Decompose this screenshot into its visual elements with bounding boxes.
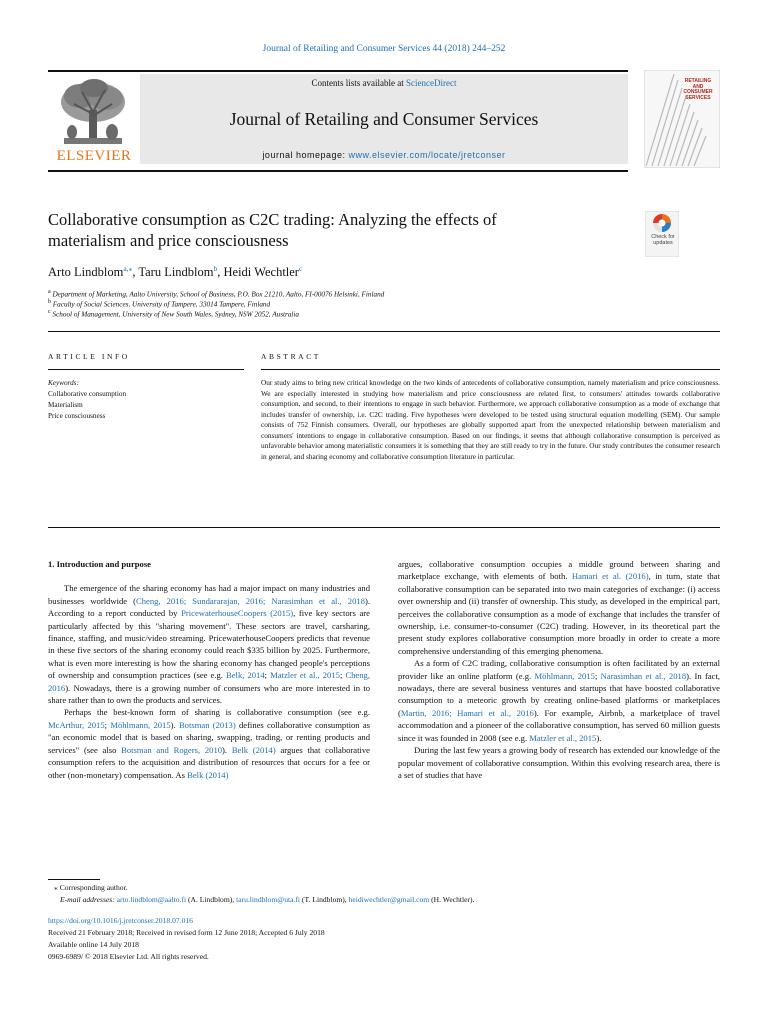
article-info-rule: [48, 369, 244, 370]
affiliation-marker: b: [48, 299, 51, 305]
homepage-link[interactable]: www.elsevier.com/locate/jretconser: [348, 150, 506, 160]
author-name: Arto Lindblom: [48, 265, 124, 280]
corresponding-author-note: ⁎ Corresponding author.: [54, 883, 128, 892]
abstract-rule: [261, 369, 720, 370]
elsevier-wordmark: ELSEVIER: [56, 148, 132, 164]
abstract-bottom-rule: [48, 527, 720, 528]
email-label: E-mail addresses:: [60, 895, 117, 904]
author-name: Heidi Wechtler: [223, 265, 299, 280]
citation-link[interactable]: Belk (2014): [187, 769, 229, 780]
journal-title: Journal of Retailing and Consumer Services: [229, 109, 539, 129]
journal-citation[interactable]: Journal of Retailing and Consumer Services 44 (2018) 244–252: [262, 44, 506, 54]
author-separator: ,: [217, 265, 224, 280]
author-name: Taru Lindblom: [138, 265, 214, 280]
check-for-updates-line-2: updates: [653, 240, 673, 246]
affiliation-text: Department of Marketing, Aalto University, School of Business, P.O. Box 21210, Aalto, FI-00076 Helsinki, Finland: [52, 290, 385, 299]
paragraph-text: , five key sectors are particularly affected by this "sharing movement". These sectors are travel, carsharing, finance, staffing, and music/video streaming. PricewaterhouseCoopers predicts that revenue in these five sectors of the sharing economy could reach $335 billion by 2025. Furthermore, what is even more interesting is how the sharing economy has changed people's perceptions of ownership and consumption practices (see e.g.: [48, 608, 370, 681]
citation-link[interactable]: McArthur, 2015: [48, 719, 105, 730]
section-title: 1. Introduction and purpose: [48, 559, 151, 569]
doi-link[interactable]: https://doi.org/10.1016/j.jretconser.2018.07.016: [48, 916, 193, 925]
email-link[interactable]: heidiwechtler@gmail.com: [348, 895, 430, 904]
citation-link[interactable]: Cheng, 2016; Sundararajan, 2016; Narasimhan et al., 2018: [136, 595, 365, 606]
paragraph-text: As a form of C2C trading, collaborative consumption is often facilitated by an external provider like an online platform (e.g.: [398, 658, 720, 681]
article-title-line-1: Collaborative consumption as C2C trading: Analyzing the effects of: [48, 210, 497, 229]
author-affiliation-ref[interactable]: b: [213, 264, 218, 273]
cover-line-2: AND: [692, 83, 704, 90]
author-affiliation-ref[interactable]: a,⁎: [123, 264, 133, 273]
article-info-heading: ARTICLE INFO: [48, 352, 130, 361]
cover-journal-name: [678, 79, 718, 101]
affiliations-rule: [48, 331, 720, 332]
keyword-item: Materialism: [48, 401, 83, 409]
check-for-updates-line-1: Check for: [651, 234, 675, 240]
citation-link[interactable]: Matzler et al., 2015: [270, 670, 340, 681]
affiliation-text: School of Management, University of New South Wales, Sydney, NSW 2052, Australia: [52, 310, 300, 319]
keyword-item: Price consciousness: [48, 412, 106, 420]
paragraph: During the last few years a growing body of research has extended our knowledge of the popular movement of collaborative consumption. Within this evolving research area, there is a set of studies that have: [398, 745, 720, 780]
paragraph: [398, 657, 720, 744]
footnote-rule: [48, 879, 100, 880]
cover-line-4: SERVICES: [685, 94, 711, 101]
affiliation-a: [48, 289, 384, 298]
email-link[interactable]: arto.lindblom@aalto.fi: [116, 895, 187, 904]
paragraph-text: ;: [339, 670, 346, 681]
email-link[interactable]: taru.lindblom@uta.fi: [236, 895, 301, 904]
affiliation-marker: c: [48, 309, 51, 315]
homepage-prefix: journal homepage:: [262, 150, 349, 160]
paragraph-text: ).: [596, 732, 602, 743]
paragraph-text: ). In fact, nowadays, there are several business ventures and startups that have boosted collaborative consumption to a meteoric growth by creating online-based platforms or marketplaces (: [398, 670, 721, 718]
contents-prefix: Contents lists available at: [311, 78, 406, 88]
header-top-rule: [48, 70, 628, 72]
abstract-text: Our study aims to bring new critical knowledge on the two kinds of antecedents of collaborative consumption, namely materialism and price consciousness. We are especially interested in studying how materialism and price consciousness are related first, to consumers' attitudes towards collaborative consumption, and second, to their intentions to engage in such behavior. Furthermore, we approach collaborative consumption as a mode of exchange that includes transfer of ownership, i.e. C2C trading. Five hypotheses were developed to be tested using structural equation modelling (SEM). Our sample consists of 752 Finnish consumers. Overall, our hypotheses are globally supported apart from the unexpected relationship between materialism and consumers' intentions to engage in collaborative consumption. Based on our findings, it seems that although collaborative consumption is perceived as unfavorable behavior among materialistic consumers it is something that they are still ready to try in the future. Our study contributes the consumer research in general, and sharing economy and collaborative consumption literature in particular.: [261, 378, 720, 461]
citation-link[interactable]: Belk (2014): [231, 744, 276, 755]
paragraph-text: ;: [264, 670, 271, 681]
affiliation-text: Faculty of Social Sciences, University of Tampere, 33014 Tampere, Finland: [52, 300, 271, 309]
cover-line-1: RETAILING: [684, 78, 712, 84]
paragraph-text: ;: [594, 670, 601, 681]
citation-link[interactable]: Narasimhan et al., 2018: [600, 670, 687, 681]
citation-link[interactable]: Möhlmann, 2015: [534, 670, 595, 681]
journal-homepage-line: [140, 150, 628, 160]
paragraph-text: ). Nowadays, there is a growing number of consumers who are more interested in to share rather than to own the products and services.: [48, 682, 370, 706]
article-title-line-2: materialism and price consciousness: [48, 231, 289, 250]
contents-available-line: [140, 78, 628, 88]
email-owner: (H. Wechtler).: [429, 895, 475, 904]
paragraph-text: argues, collaborative consumption occupies a middle ground between sharing and marketplace exchange, with elements of both.: [398, 559, 720, 582]
paragraph-text: , in turn, state that collaborative consumption can be separated into two main categories of exchange: (i) access over ownership and (ii) transfer of ownership. This study, as developed in the empirical part, perceives the collaborative consumption as a mode of exchange that includes the transfer of ownership, i.e. consumer-to-consumer (C2C) trading. However, in its theoretical part the present study explores collaborative consumption more broadly in order to create a more comprehensive understanding of this emerging phenomena.: [398, 571, 720, 656]
available-online-date: Available online 14 July 2018: [48, 940, 139, 949]
citation-link[interactable]: Cheng, 2016: [48, 670, 370, 693]
body-column-left: [48, 558, 370, 781]
author-separator: ,: [132, 265, 139, 280]
citation-link[interactable]: Botsman and Rogers, 2010: [121, 744, 223, 755]
paragraph-text: The emergence of the sharing economy has had a major impact on many industries and businesses worldwide (: [48, 583, 370, 606]
affiliation-c: [48, 309, 299, 318]
copyright-line: 0969-6989/ © 2018 Elsevier Ltd. All rights reserved.: [48, 952, 209, 961]
affiliation-b: [48, 299, 270, 308]
paragraph: [48, 582, 370, 706]
check-for-updates-label[interactable]: [646, 234, 680, 246]
citation-link[interactable]: Hamari et al. (2016): [571, 571, 649, 582]
body-column-right: [398, 558, 720, 781]
keyword-item: Collaborative consumption: [48, 390, 127, 398]
received-dates: Received 21 February 2018; Received in revised form 12 June 2018; Accepted 6 July 2018: [48, 928, 325, 937]
paragraph-text: ). For example, Airbnb, a marketplace of travel accommodation and a pioneer of the collaborative consumption, has served 60 million guests since it was founded in 2008 (see e.g.: [398, 707, 720, 743]
email-addresses: [60, 895, 474, 904]
paragraph: [48, 706, 370, 780]
author-list: [48, 264, 302, 280]
citation-link[interactable]: Martin, 2016; Hamari et al., 2016: [400, 707, 534, 718]
citation-link[interactable]: Botsman (2013): [178, 719, 236, 730]
citation-link[interactable]: Möhlmann, 2015: [110, 719, 171, 730]
cover-line-3: CONSUMER: [683, 89, 713, 96]
affiliation-marker: a: [48, 289, 51, 295]
article-title: [48, 209, 608, 251]
paragraph-text: ;: [104, 719, 111, 730]
abstract-heading: ABSTRACT: [261, 352, 321, 361]
keywords-label: Keywords:: [48, 379, 79, 387]
citation-link[interactable]: PricewaterhouseCoopers (2015): [181, 608, 294, 619]
author-affiliation-ref[interactable]: c: [298, 264, 303, 273]
header-bottom-rule: [48, 170, 628, 172]
paragraph-text: defines collaborative consumption as "an economic model that is based on sharing, swapping, trading, or renting products and services" (see also: [48, 719, 371, 755]
sciencedirect-link[interactable]: ScienceDirect: [406, 78, 457, 88]
email-owner: (T. Lindblom),: [300, 895, 349, 904]
email-owner: (A. Lindblom),: [186, 895, 237, 904]
paragraph: [398, 558, 720, 657]
paragraph-text: ). According to a report conducted by: [48, 595, 370, 619]
citation-link[interactable]: Belk, 2014: [226, 670, 265, 681]
paragraph-text: ).: [170, 719, 179, 730]
citation-link[interactable]: Matzler et al., 2015: [529, 732, 597, 743]
paragraph-text: argues that collaborative consumption refers to the acquisition and distribution of resources that occurs for a fee or other (non-monetary) compensation. As: [48, 744, 370, 780]
paragraph-text: ).: [222, 744, 232, 755]
paragraph-text: Perhaps the best-known form of sharing is collaborative consumption (see e.g.: [64, 707, 370, 718]
